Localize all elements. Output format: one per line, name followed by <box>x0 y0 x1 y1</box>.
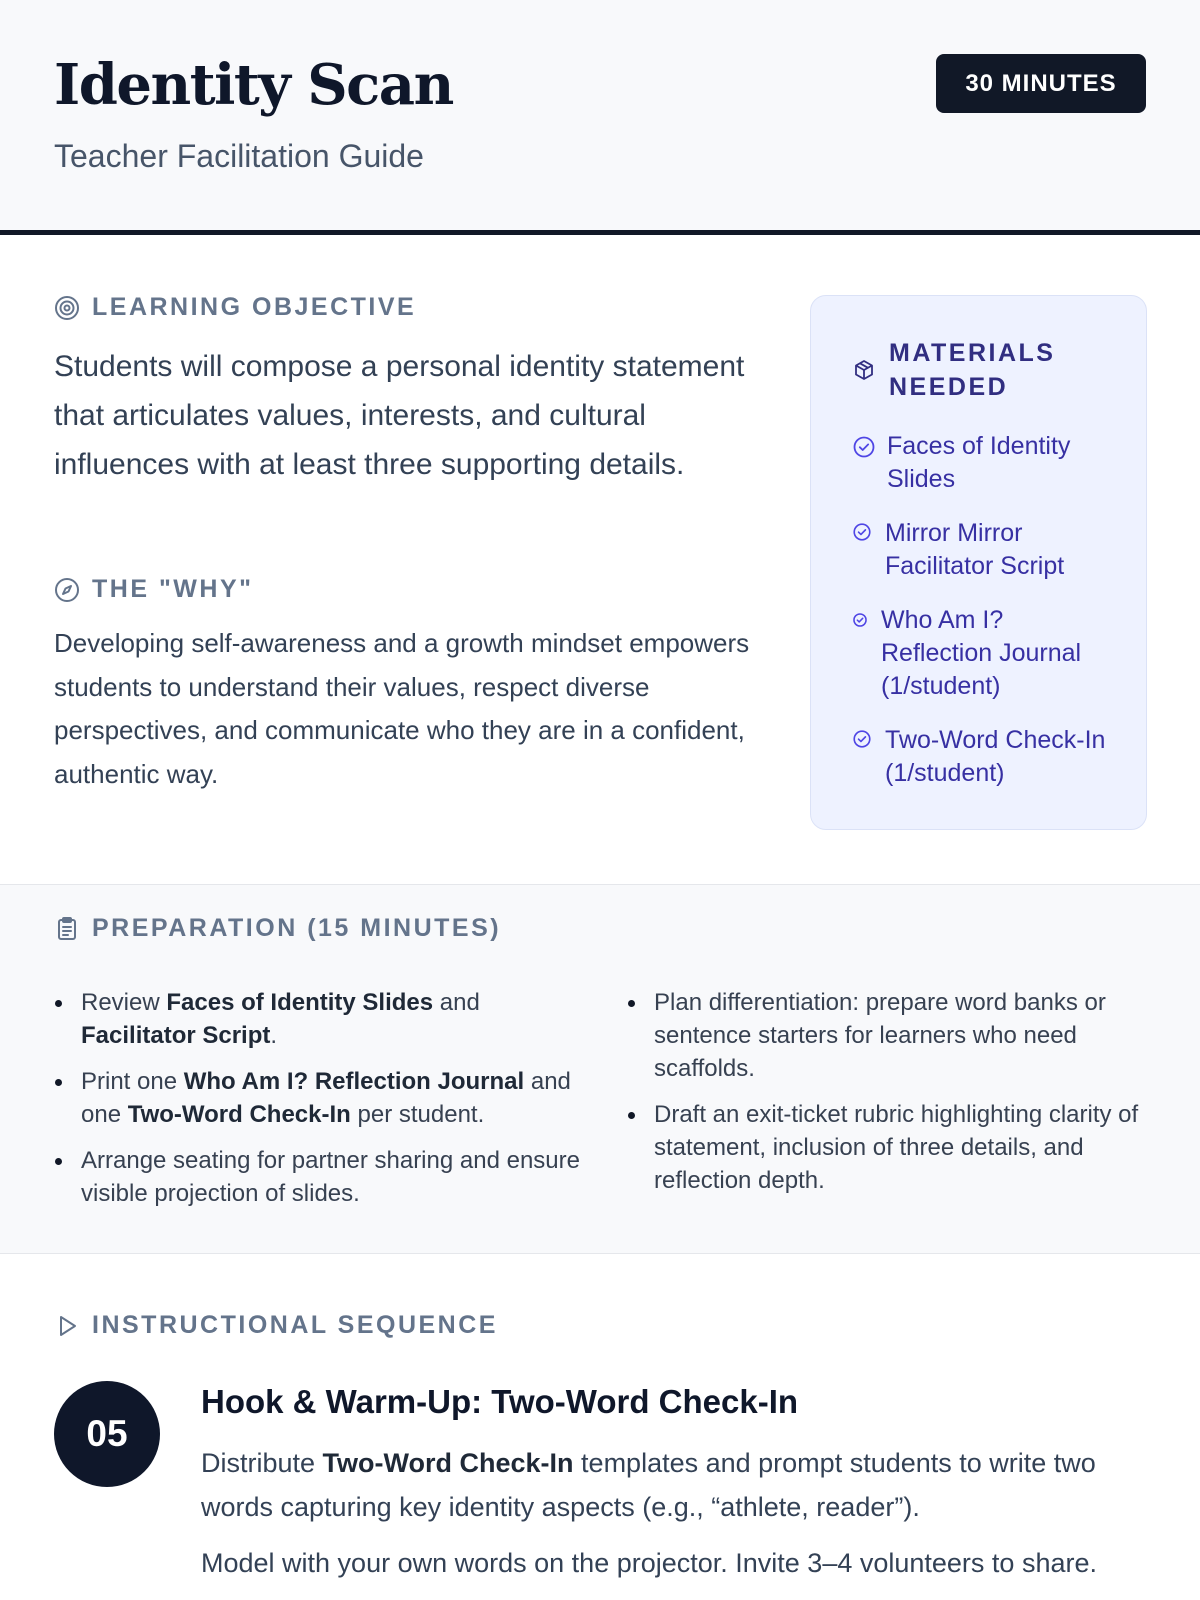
materials-item <box>853 430 1087 496</box>
materials-item <box>853 604 1101 703</box>
check-circle-icon <box>853 523 871 541</box>
preparation-item: Review Faces of Identity Slides and Facilitator Script. <box>54 986 594 1052</box>
objective-label: LEARNING OBJECTIVE <box>92 293 417 321</box>
sequence-label: INSTRUCTIONAL SEQUENCE <box>92 1311 498 1339</box>
preparation-item: Arrange seating for partner sharing and ensure visible projection of slides. <box>54 1144 594 1210</box>
preparation-item: Plan differentiation: prepare word banks or sentence starters for learners who need scaffolds. <box>627 986 1147 1085</box>
why-label: THE "WHY" <box>92 575 254 603</box>
why-heading <box>54 575 253 604</box>
duration-badge: 30 MINUTES <box>936 54 1146 113</box>
preparation-item: Draft an exit-ticket rubric highlighting clarity of statement, inclusion of three details, and reflection depth. <box>627 1098 1147 1197</box>
compass-icon <box>54 577 80 603</box>
materials-item-label: Faces of Identity Slides <box>887 432 1071 493</box>
objective-text: Students will compose a personal identity statement that articulates values, interests, and cultural influences with at least three supporting details. <box>54 350 745 481</box>
step-title: Hook & Warm-Up: Two-Word Check-In <box>201 1383 799 1420</box>
materials-item <box>853 724 1115 790</box>
step-number: 05 <box>54 1381 160 1487</box>
page-subtitle: Teacher Facilitation Guide <box>54 138 424 174</box>
sequence-heading <box>54 1311 498 1340</box>
materials-item-label: Who Am I? Reflection Journal (1/student) <box>881 606 1082 700</box>
check-circle-icon <box>853 613 867 627</box>
preparation-list-right <box>627 986 1147 1210</box>
clipboard-icon <box>54 916 80 942</box>
preparation-section <box>0 884 1200 1254</box>
materials-label: MATERIALS NEEDED <box>889 339 1056 401</box>
materials-item-label: Mirror Mirror Facilitator Script <box>885 519 1065 580</box>
why-text: Developing self-awareness and a growth mindset empowers students to understand their values, respect diverse perspectives, and communicate who they are in a confident, authentic way. <box>54 628 750 789</box>
materials-item-label: Two-Word Check-In (1/student) <box>885 726 1106 787</box>
play-icon <box>54 1313 80 1339</box>
materials-item <box>853 517 1095 583</box>
package-icon <box>853 359 875 381</box>
step-modeling-note: Model with your own words on the projector. Invite 3–4 volunteers to share. <box>201 1548 1097 1578</box>
page-title: Identity Scan <box>54 52 453 118</box>
preparation-label: PREPARATION (15 MINUTES) <box>92 914 502 942</box>
preparation-heading <box>54 914 501 943</box>
materials-heading <box>853 336 1059 404</box>
objective-heading <box>54 293 416 322</box>
preparation-list-left <box>54 986 594 1223</box>
step-instructions: Distribute Two-Word Check-In templates and prompt students to write two words capturing key identity aspects (e.g., “athlete, reader”). <box>201 1448 1096 1522</box>
check-circle-icon <box>853 436 875 458</box>
preparation-item: Print one Who Am I? Reflection Journal and one Two-Word Check-In per student. <box>54 1065 594 1131</box>
check-circle-icon <box>853 730 871 748</box>
page-header <box>0 0 1200 235</box>
target-icon <box>54 295 80 321</box>
materials-card <box>810 295 1147 830</box>
